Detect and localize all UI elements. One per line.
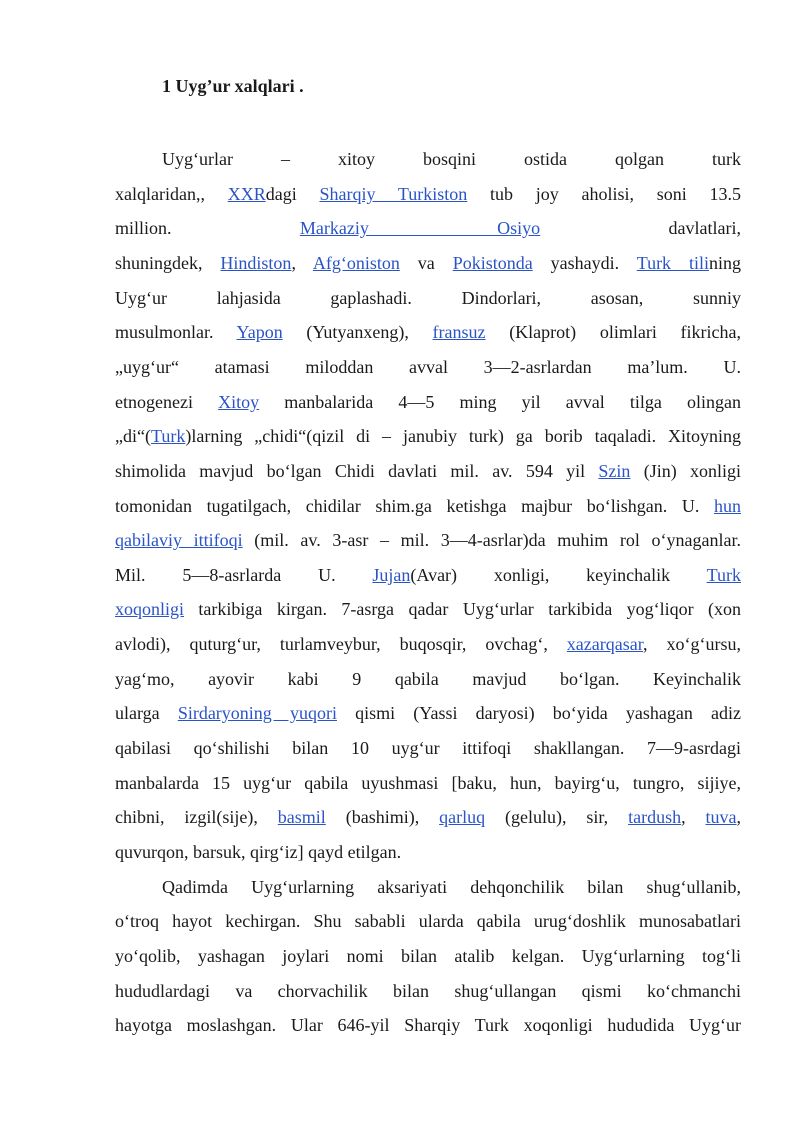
text-span: ning — [708, 253, 741, 273]
text-span: 3—2-asrlardan — [448, 357, 592, 377]
text-line — [115, 1012, 741, 1038]
text-span: qabila — [361, 669, 439, 689]
text-span: , — [736, 807, 742, 827]
text-span: avval — [373, 357, 448, 377]
text-span: (Avar) — [410, 565, 458, 585]
text-line — [115, 493, 741, 519]
text-line — [115, 908, 741, 934]
text-span: kabi — [254, 669, 319, 689]
text-line — [115, 978, 741, 1004]
text-span: tub joy aholisi, soni 13.5 — [467, 184, 741, 204]
text-span: qolgan — [567, 149, 664, 169]
hyperlink[interactable]: Szin — [598, 461, 631, 481]
hyperlink[interactable]: Afg‘oniston — [312, 253, 400, 273]
hyperlink[interactable]: Turk tili — [636, 253, 709, 273]
hyperlink[interactable]: qabilaviy ittifoqi — [115, 530, 243, 550]
text-span: )larning „chidi“(qizil di – janubiy turk) ga borib taqaladi. Xitoyning — [185, 426, 741, 446]
text-line — [115, 804, 741, 830]
text-line — [115, 319, 741, 345]
hyperlink[interactable]: fransuz — [432, 322, 486, 342]
text-span: shimolida mavjud bo‘lgan Chidi davlati mil. av. 594 yil — [115, 461, 599, 481]
text-line — [115, 527, 741, 553]
hyperlink[interactable]: tardush — [628, 807, 682, 827]
text-span: (gelulu), — [485, 807, 567, 827]
text-line — [115, 285, 741, 311]
text-span: davlatlari, — [540, 218, 741, 238]
hyperlink[interactable]: tuva — [705, 807, 737, 827]
hyperlink[interactable]: Turk — [150, 426, 186, 446]
text-span: tomonidan tugatilgach, chidilar shim.ga ketishga majbur bo‘lishgan. U. — [115, 496, 714, 516]
text-span: yashaydi. — [532, 253, 637, 273]
text-span: turk — [664, 149, 741, 169]
text-span: Mil. — [115, 565, 146, 585]
text-span: (Yutyanxeng), — [282, 322, 433, 342]
text-span: , — [681, 807, 706, 827]
hyperlink[interactable]: xoqonligi — [115, 599, 185, 619]
hyperlink[interactable]: xazarqasar — [566, 634, 644, 654]
text-line — [115, 215, 741, 241]
text-span: manbalarida 4—5 ming yil avval tilga olingan — [259, 392, 742, 412]
text-line — [115, 423, 741, 449]
hyperlink[interactable]: Jujan — [372, 565, 411, 585]
text-span: gaplashadi. — [280, 288, 412, 308]
text-span: lahjasida — [167, 288, 281, 308]
text-span: Qadimda Uyg‘urlarning aksariyati dehqonchilik bilan shug‘ullanib, — [162, 877, 741, 897]
hyperlink[interactable]: basmil — [277, 807, 326, 827]
text-span: keyinchalik — [549, 565, 707, 585]
text-line — [115, 250, 741, 276]
text-span: va — [399, 253, 453, 273]
text-span: xonligi, — [457, 565, 550, 585]
hyperlink[interactable]: Hindiston — [220, 253, 292, 273]
text-span: , xo‘g‘ursu, — [643, 634, 741, 654]
hyperlink[interactable]: Xitoy — [218, 392, 260, 412]
text-line — [115, 458, 741, 484]
hyperlink[interactable]: Pokistonda — [452, 253, 533, 273]
hyperlink[interactable]: Markaziy Osiyo — [299, 218, 541, 238]
text-span: yag‘mo, — [115, 669, 175, 689]
text-line — [115, 354, 741, 380]
text-span: Dindorlari, — [411, 288, 542, 308]
text-span: xitoy — [289, 149, 375, 169]
text-span: bosqini — [374, 149, 476, 169]
text-span: ularga — [115, 703, 178, 723]
text-span: manbalarda 15 uyg‘ur qabila uyushmasi [baku, hun, bayirg‘u, tungro, sijiye, — [115, 773, 741, 793]
text-span: (Jin) xonligi — [630, 461, 741, 481]
text-line — [115, 700, 741, 726]
text-line — [115, 389, 741, 415]
text-span: ma’lum. — [591, 357, 688, 377]
hyperlink[interactable]: Yapon — [236, 322, 283, 342]
text-span: xalqlaridan,, — [115, 184, 228, 204]
text-span: 9 — [318, 669, 362, 689]
text-span: ayovir — [174, 669, 255, 689]
text-span: atamasi — [178, 357, 270, 377]
text-span: asosan, — [541, 288, 644, 308]
text-span: hududlardagi va chorvachilik bilan shug‘ullangan qismi ko‘chmanchi — [115, 981, 741, 1001]
text-line — [115, 735, 741, 761]
text-span: qabilasi qo‘shilishi bilan 10 uyg‘ur ittifoqi shakllangan. 7—9-asrdagi — [115, 738, 741, 758]
text-line — [115, 596, 741, 622]
text-span: quvurqon, barsuk, qirg‘iz] qayd etilgan. — [115, 842, 402, 862]
text-span: mavjud — [438, 669, 527, 689]
text-span: miloddan — [269, 357, 374, 377]
text-span: sunniy — [643, 288, 741, 308]
text-span: tarkibiga kirgan. 7-asrga qadar Uyg‘urlar tarkibida yog‘liqor (xon — [184, 599, 741, 619]
hyperlink[interactable]: Sirdaryoning yuqori — [177, 703, 337, 723]
text-line — [115, 839, 741, 865]
text-line — [115, 770, 741, 796]
hyperlink[interactable]: XXR — [227, 184, 266, 204]
hyperlink[interactable]: Turk — [706, 565, 741, 585]
text-span: bo‘lgan. — [526, 669, 620, 689]
hyperlink[interactable]: Sharqiy Turkiston — [319, 184, 468, 204]
text-span: , — [291, 253, 313, 273]
text-span: musulmonlar. — [115, 322, 237, 342]
text-span: ostida — [476, 149, 567, 169]
text-span: yo‘qolib, yashagan joylari nomi bilan atalib kelgan. Uyg‘urlarning tog‘li — [115, 946, 741, 966]
text-span: (mil. av. 3-asr – mil. 3—4-asrlar)da muhim rol o‘ynaganlar. — [242, 530, 742, 550]
text-span: dagi — [265, 184, 320, 204]
text-span: million. — [115, 218, 300, 238]
text-span: U. — [281, 565, 373, 585]
text-span: Uyg‘ur — [115, 288, 167, 308]
text-line — [162, 874, 741, 900]
hyperlink[interactable]: hun — [714, 496, 741, 516]
text-span: (Klaprot) olimlari fikricha, — [485, 322, 741, 342]
text-span: 5—8-asrlarda — [145, 565, 282, 585]
text-span: chibni, — [115, 807, 165, 827]
text-span: „di“( — [115, 426, 151, 446]
text-span: avlodi), quturg‘ur, turlamveybur, buqosqir, ovchag‘, — [115, 634, 567, 654]
text-line — [115, 631, 741, 657]
text-line — [115, 943, 741, 969]
text-span: (bashimi), — [325, 807, 440, 827]
text-span: izgil(sije), — [164, 807, 278, 827]
text-line — [162, 146, 741, 172]
text-span: etnogenezi — [115, 392, 219, 412]
text-span: Uyg‘urlar – — [162, 149, 290, 169]
text-span: „uyg‘ur“ — [115, 357, 179, 377]
text-span: sir, — [566, 807, 629, 827]
section-heading: 1 Uyg’ur xalqlari . — [162, 76, 304, 96]
text-span: U. — [687, 357, 741, 377]
text-line — [115, 181, 741, 207]
text-span: o‘troq hayot kechirgan. Shu sababli ularda qabila urug‘doshlik munosabatlari — [115, 911, 741, 931]
text-line — [115, 666, 741, 692]
text-span: qismi (Yassi daryosi) bo‘yida yashagan adiz — [336, 703, 741, 723]
text-span: Keyinchalik — [619, 669, 742, 689]
text-span: hayotga moslashgan. Ular 646-yil Sharqiy Turk xoqonligi hududida Uyg‘ur — [115, 1015, 741, 1035]
text-line — [115, 562, 741, 588]
hyperlink[interactable]: qarluq — [439, 807, 486, 827]
text-span: shuningdek, — [115, 253, 221, 273]
